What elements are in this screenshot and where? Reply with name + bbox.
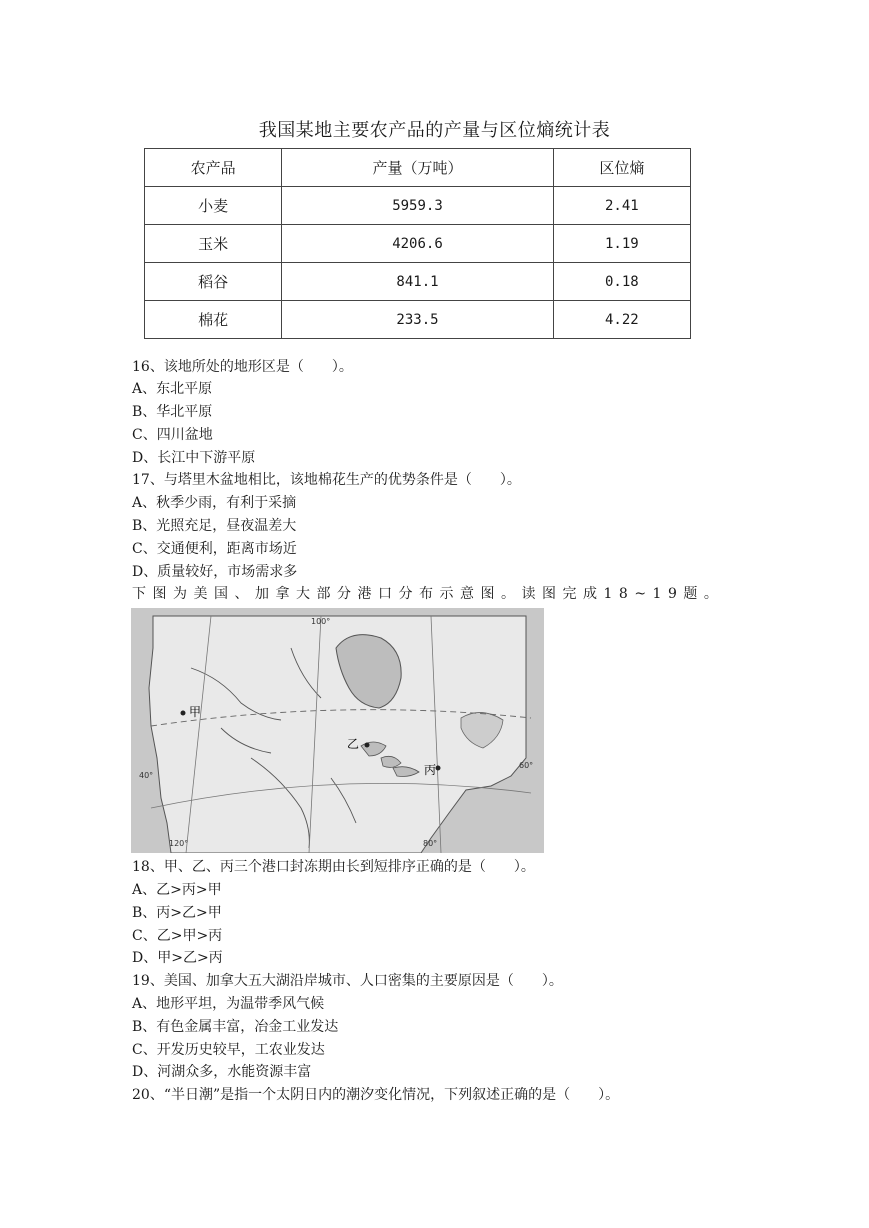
q19-option-a[interactable]: A、地形平坦，为温带季风气候: [132, 996, 325, 1012]
graticule-label-40: 40°: [139, 771, 154, 780]
cell-product: 小麦: [145, 187, 282, 225]
header-entropy: 区位熵: [553, 149, 690, 187]
cell-output: 4206.6: [282, 225, 553, 263]
q17-stem: 17、与塔里木盆地相比，该地棉花生产的优势条件是（ ）。: [132, 472, 521, 488]
port-jia-label: 甲: [189, 705, 202, 719]
q19-option-c[interactable]: C、开发历史较早，工农业发达: [132, 1042, 325, 1058]
q16-option-c[interactable]: C、四川盆地: [132, 427, 213, 443]
q16-option-a[interactable]: A、东北平原: [132, 381, 213, 397]
production-table: [144, 148, 691, 339]
port-yi-marker: [365, 743, 370, 748]
q16-option-b[interactable]: B、华北平原: [132, 404, 213, 420]
cell-product: 稻谷: [145, 263, 282, 301]
cell-product: 玉米: [145, 225, 282, 263]
cell-output: 233.5: [282, 301, 553, 339]
cell-entropy: 0.18: [553, 263, 690, 301]
graticule-label-120: 120°: [169, 839, 189, 848]
graticule-label-60: 60°: [519, 761, 534, 770]
q18-option-c[interactable]: C、乙>甲>丙: [132, 928, 223, 944]
q18-option-b[interactable]: B、丙>乙>甲: [132, 905, 222, 921]
q18-option-d[interactable]: D、甲>乙>丙: [132, 950, 223, 966]
q16-option-d[interactable]: D、长江中下游平原: [132, 450, 256, 466]
port-jia-marker: [181, 711, 186, 716]
q17-option-a[interactable]: A、秋季少雨，有利于采摘: [132, 495, 297, 511]
table-header-row: [145, 149, 691, 187]
q19-stem: 19、美国、加拿大五大湖沿岸城市、人口密集的主要原因是（ ）。: [132, 973, 563, 989]
cell-entropy: 2.41: [553, 187, 690, 225]
cell-product: 棉花: [145, 301, 282, 339]
header-product: 农产品: [145, 149, 282, 187]
q18-option-a[interactable]: A、乙>丙>甲: [132, 882, 222, 898]
port-yi-label: 乙: [347, 737, 360, 751]
q19-option-d[interactable]: D、河湖众多，水能资源丰富: [132, 1064, 312, 1080]
cell-entropy: 1.19: [553, 225, 690, 263]
table-row: [145, 301, 691, 339]
table-row: [145, 263, 691, 301]
header-output: 产量（万吨）: [282, 149, 553, 187]
port-bing-marker: [436, 766, 441, 771]
port-bing-label: 丙: [424, 763, 437, 777]
q17-option-d[interactable]: D、质量较好，市场需求多: [132, 564, 298, 580]
q20-stem: 20、“半日潮”是指一个太阴日内的潮汐变化情况，下列叙述正确的是（ ）。: [132, 1087, 620, 1103]
q18-stem: 18、甲、乙、丙三个港口封冻期由长到短排序正确的是（ ）。: [132, 859, 535, 875]
map-intro: 下图为美国、加拿大部分港口分布示意图。读图完成18~19题。: [132, 586, 725, 602]
cell-output: 5959.3: [282, 187, 553, 225]
north-america-port-map: [131, 608, 544, 853]
table-row: [145, 225, 691, 263]
graticule-label-100: 100°: [311, 617, 331, 626]
q19-option-b[interactable]: B、有色金属丰富，冶金工业发达: [132, 1019, 339, 1035]
q17-option-c[interactable]: C、交通便利，距离市场近: [132, 541, 297, 557]
cell-output: 841.1: [282, 263, 553, 301]
q17-option-b[interactable]: B、光照充足，昼夜温差大: [132, 518, 297, 534]
map-drawing: [131, 608, 544, 853]
table-title: 我国某地主要农产品的产量与区位熵统计表: [258, 120, 611, 141]
cell-entropy: 4.22: [553, 301, 690, 339]
graticule-label-80: 80°: [423, 839, 438, 848]
q16-stem: 16、该地所处的地形区是（ ）。: [132, 359, 353, 375]
table-row: [145, 187, 691, 225]
